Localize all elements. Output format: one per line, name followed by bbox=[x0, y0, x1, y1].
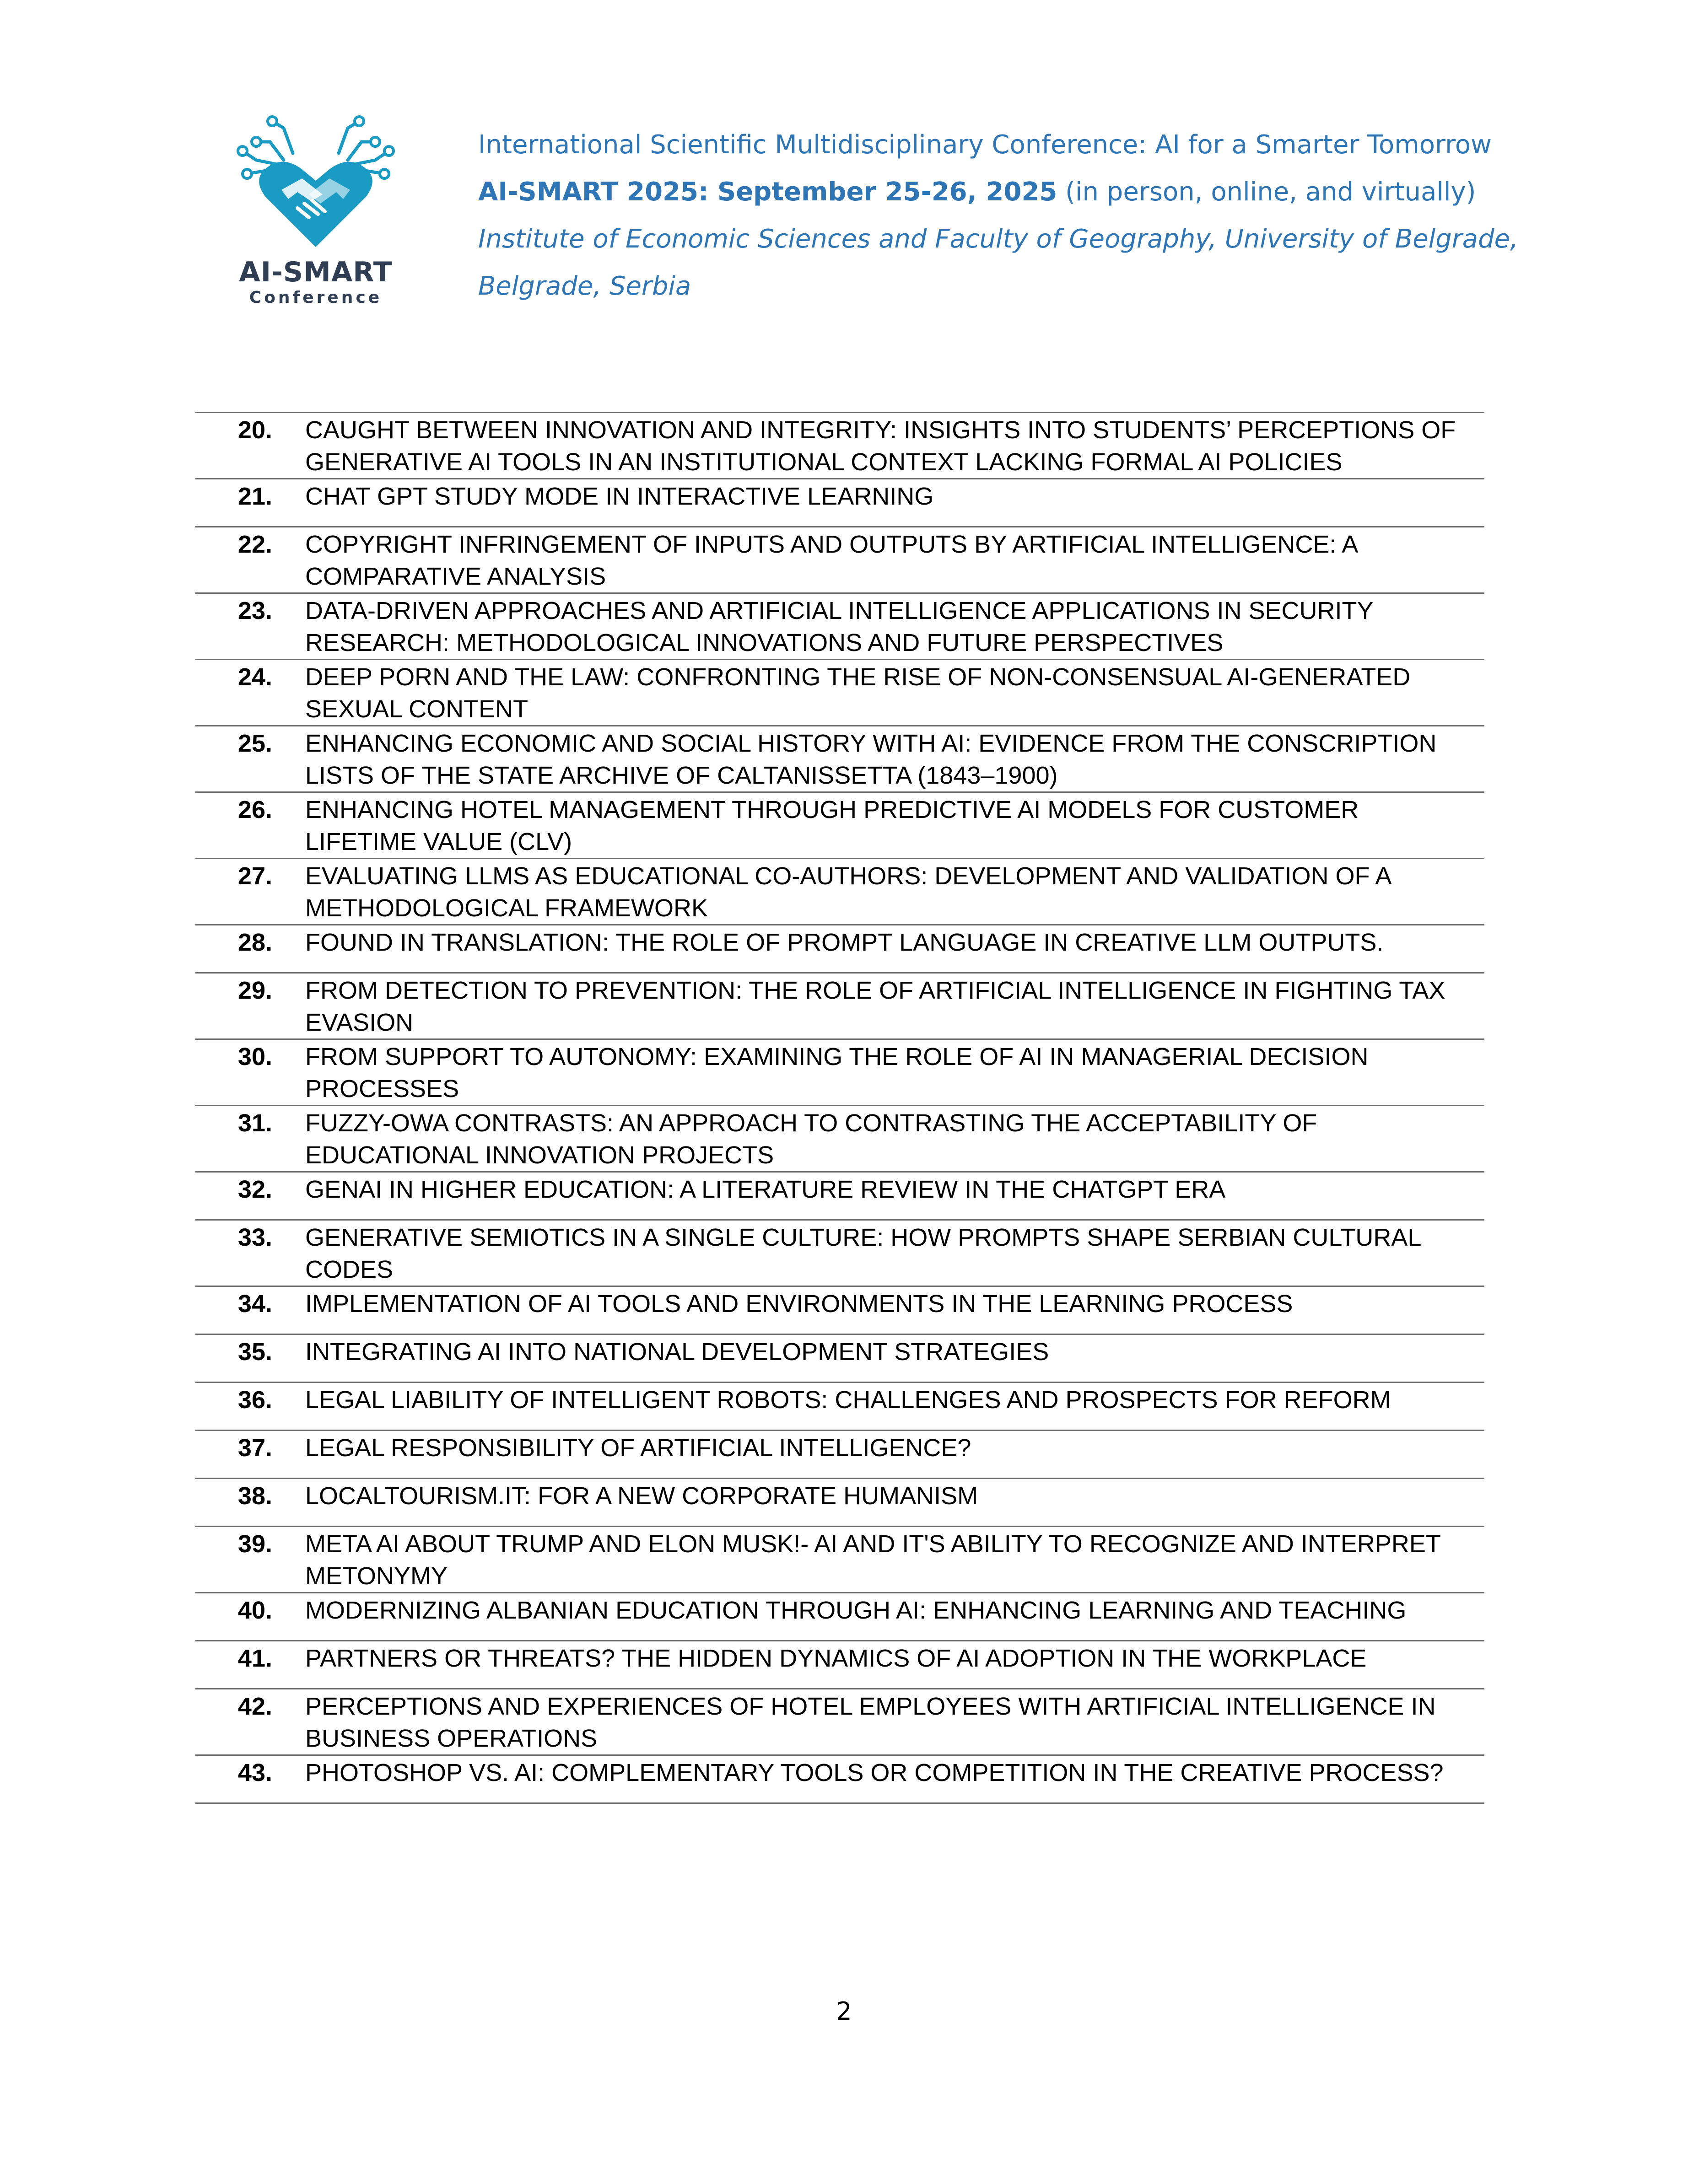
paper-title: CHAT GPT STUDY MODE IN INTERACTIVE LEARNING bbox=[305, 483, 934, 510]
paper-number: 25. bbox=[237, 730, 272, 757]
table-row bbox=[195, 726, 1484, 793]
paper-title: LOCALTOURISM.IT: FOR A NEW CORPORATE HUMANISM bbox=[305, 1482, 978, 1510]
paper-title: PERCEPTIONS AND EXPERIENCES OF HOTEL EMPLOYEES WITH ARTIFICIAL INTELLIGENCE IN BUSINESS OPERATIONS bbox=[305, 1693, 1436, 1752]
table-row bbox=[195, 1641, 1484, 1689]
paper-title: INTEGRATING AI INTO NATIONAL DEVELOPMENT STRATEGIES bbox=[305, 1338, 1049, 1366]
conference-host: Institute of Economic Sciences and Faculty of Geography, University of Belgrade, bbox=[478, 224, 1518, 254]
table-row bbox=[195, 974, 1484, 1040]
paper-number: 31. bbox=[237, 1109, 272, 1137]
table-row bbox=[195, 413, 1484, 479]
paper-title: PHOTOSHOP VS. AI: COMPLEMENTARY TOOLS OR COMPETITION IN THE CREATIVE PROCESS? bbox=[305, 1759, 1444, 1786]
conference-name: International Scientific Multidisciplinary Conference: AI for a Smarter Tomorrow bbox=[478, 130, 1492, 160]
paper-number: 40. bbox=[237, 1597, 272, 1624]
paper-number: 41. bbox=[237, 1645, 272, 1672]
paper-list-table bbox=[195, 412, 1484, 1804]
paper-title: EVALUATING LLMS AS EDUCATIONAL CO-AUTHORS: DEVELOPMENT AND VALIDATION OF A METHODOLOGICAL FRAMEWORK bbox=[305, 862, 1391, 922]
table-row bbox=[195, 527, 1484, 594]
paper-number: 21. bbox=[237, 483, 272, 510]
conference-logo bbox=[229, 110, 403, 311]
handshake-circuit-heart-icon bbox=[229, 110, 403, 256]
paper-title: IMPLEMENTATION OF AI TOOLS AND ENVIRONMENTS IN THE LEARNING PROCESS bbox=[305, 1290, 1293, 1318]
table-row bbox=[195, 1689, 1484, 1756]
paper-number: 38. bbox=[237, 1482, 272, 1510]
table-row bbox=[195, 1479, 1484, 1527]
conference-dates bbox=[478, 168, 1576, 215]
paper-title: FUZZY-OWA CONTRASTS: AN APPROACH TO CONTRASTING THE ACCEPTABILITY OF EDUCATIONAL INNOVATION PROJECTS bbox=[305, 1109, 1317, 1169]
paper-title: MODERNIZING ALBANIAN EDUCATION THROUGH AI: ENHANCING LEARNING AND TEACHING bbox=[305, 1597, 1407, 1624]
paper-title: CAUGHT BETWEEN INNOVATION AND INTEGRITY: INSIGHTS INTO STUDENTS’ PERCEPTIONS OF GENERATIVE AI TOOLS IN AN INSTITUTIONAL CONTEXT LACKING FORMAL AI POLICIES bbox=[305, 416, 1456, 476]
paper-title: ENHANCING ECONOMIC AND SOCIAL HISTORY WITH AI: EVIDENCE FROM THE CONSCRIPTION LISTS OF THE STATE ARCHIVE OF CALTANISSETTA (1843–1900) bbox=[305, 730, 1437, 789]
table-row bbox=[195, 1287, 1484, 1335]
paper-number: 26. bbox=[237, 796, 272, 823]
paper-title: FROM DETECTION TO PREVENTION: THE ROLE OF ARTIFICIAL INTELLIGENCE IN FIGHTING TAX EVASION bbox=[305, 977, 1445, 1036]
paper-title: FOUND IN TRANSLATION: THE ROLE OF PROMPT LANGUAGE IN CREATIVE LLM OUTPUTS. bbox=[305, 929, 1384, 956]
page-number: 2 bbox=[836, 1997, 852, 2026]
table-row bbox=[195, 1431, 1484, 1479]
paper-title: FROM SUPPORT TO AUTONOMY: EXAMINING THE ROLE OF AI IN MANAGERIAL DECISION PROCESSES bbox=[305, 1043, 1369, 1103]
table-row bbox=[195, 479, 1484, 527]
paper-number: 27. bbox=[237, 862, 272, 890]
paper-number: 22. bbox=[237, 531, 272, 558]
conference-dates-bold: AI-SMART 2025: September 25-26, 2025 bbox=[478, 177, 1057, 207]
table-row bbox=[195, 594, 1484, 660]
paper-number: 24. bbox=[237, 663, 272, 691]
paper-number: 30. bbox=[237, 1043, 272, 1070]
paper-number: 37. bbox=[237, 1434, 272, 1462]
table-row bbox=[195, 1335, 1484, 1383]
paper-title: PARTNERS OR THREATS? THE HIDDEN DYNAMICS OF AI ADOPTION IN THE WORKPLACE bbox=[305, 1645, 1367, 1672]
paper-number: 39. bbox=[237, 1530, 272, 1558]
table-row bbox=[195, 1593, 1484, 1641]
paper-number: 36. bbox=[237, 1386, 272, 1414]
paper-title: META AI ABOUT TRUMP AND ELON MUSK!- AI AND IT'S ABILITY TO RECOGNIZE AND INTERPRET METONYMY bbox=[305, 1530, 1440, 1590]
paper-number: 28. bbox=[237, 929, 272, 956]
paper-number: 32. bbox=[237, 1176, 272, 1203]
table-row bbox=[195, 660, 1484, 726]
paper-number: 33. bbox=[237, 1224, 272, 1251]
table-row bbox=[195, 793, 1484, 859]
page-header bbox=[0, 0, 1688, 348]
table-row bbox=[195, 1383, 1484, 1431]
table-row bbox=[195, 859, 1484, 925]
paper-title: GENERATIVE SEMIOTICS IN A SINGLE CULTURE: HOW PROMPTS SHAPE SERBIAN CULTURAL CODES bbox=[305, 1224, 1421, 1283]
paper-number: 43. bbox=[237, 1759, 272, 1786]
table-row bbox=[195, 1756, 1484, 1804]
paper-number: 42. bbox=[237, 1693, 272, 1720]
conference-location: Belgrade, Serbia bbox=[478, 271, 691, 301]
paper-title: ENHANCING HOTEL MANAGEMENT THROUGH PREDICTIVE AI MODELS FOR CUSTOMER LIFETIME VALUE (CLV) bbox=[305, 796, 1359, 855]
paper-title: COPYRIGHT INFRINGEMENT OF INPUTS AND OUTPUTS BY ARTIFICIAL INTELLIGENCE: A COMPARATIVE ANALYSIS bbox=[305, 531, 1357, 590]
conference-info bbox=[478, 121, 1576, 310]
table-row bbox=[195, 1527, 1484, 1593]
logo-subtitle: Conference bbox=[249, 288, 383, 307]
paper-title: LEGAL LIABILITY OF INTELLIGENT ROBOTS: CHALLENGES AND PROSPECTS FOR REFORM bbox=[305, 1386, 1391, 1414]
conference-format: (in person, online, and virtually) bbox=[1057, 177, 1476, 207]
paper-number: 29. bbox=[237, 977, 272, 1004]
paper-number: 23. bbox=[237, 597, 272, 624]
table-row bbox=[195, 1221, 1484, 1287]
paper-number: 20. bbox=[237, 416, 272, 444]
paper-title: GENAI IN HIGHER EDUCATION: A LITERATURE REVIEW IN THE CHATGPT ERA bbox=[305, 1176, 1226, 1203]
paper-title: DATA-DRIVEN APPROACHES AND ARTIFICIAL INTELLIGENCE APPLICATIONS IN SECURITY RESEARCH: METHODOLOGICAL INNOVATIONS AND FUTURE PERSPECTIVES bbox=[305, 597, 1373, 656]
table-row bbox=[195, 1173, 1484, 1221]
table-row bbox=[195, 925, 1484, 974]
paper-title: LEGAL RESPONSIBILITY OF ARTIFICIAL INTELLIGENCE? bbox=[305, 1434, 971, 1462]
table-row bbox=[195, 1040, 1484, 1106]
logo-title: AI-SMART bbox=[239, 256, 393, 288]
paper-title: DEEP PORN AND THE LAW: CONFRONTING THE RISE OF NON-CONSENSUAL AI-GENERATED SEXUAL CONTENT bbox=[305, 663, 1411, 723]
table-row bbox=[195, 1106, 1484, 1173]
paper-number: 35. bbox=[237, 1338, 272, 1366]
paper-number: 34. bbox=[237, 1290, 272, 1318]
